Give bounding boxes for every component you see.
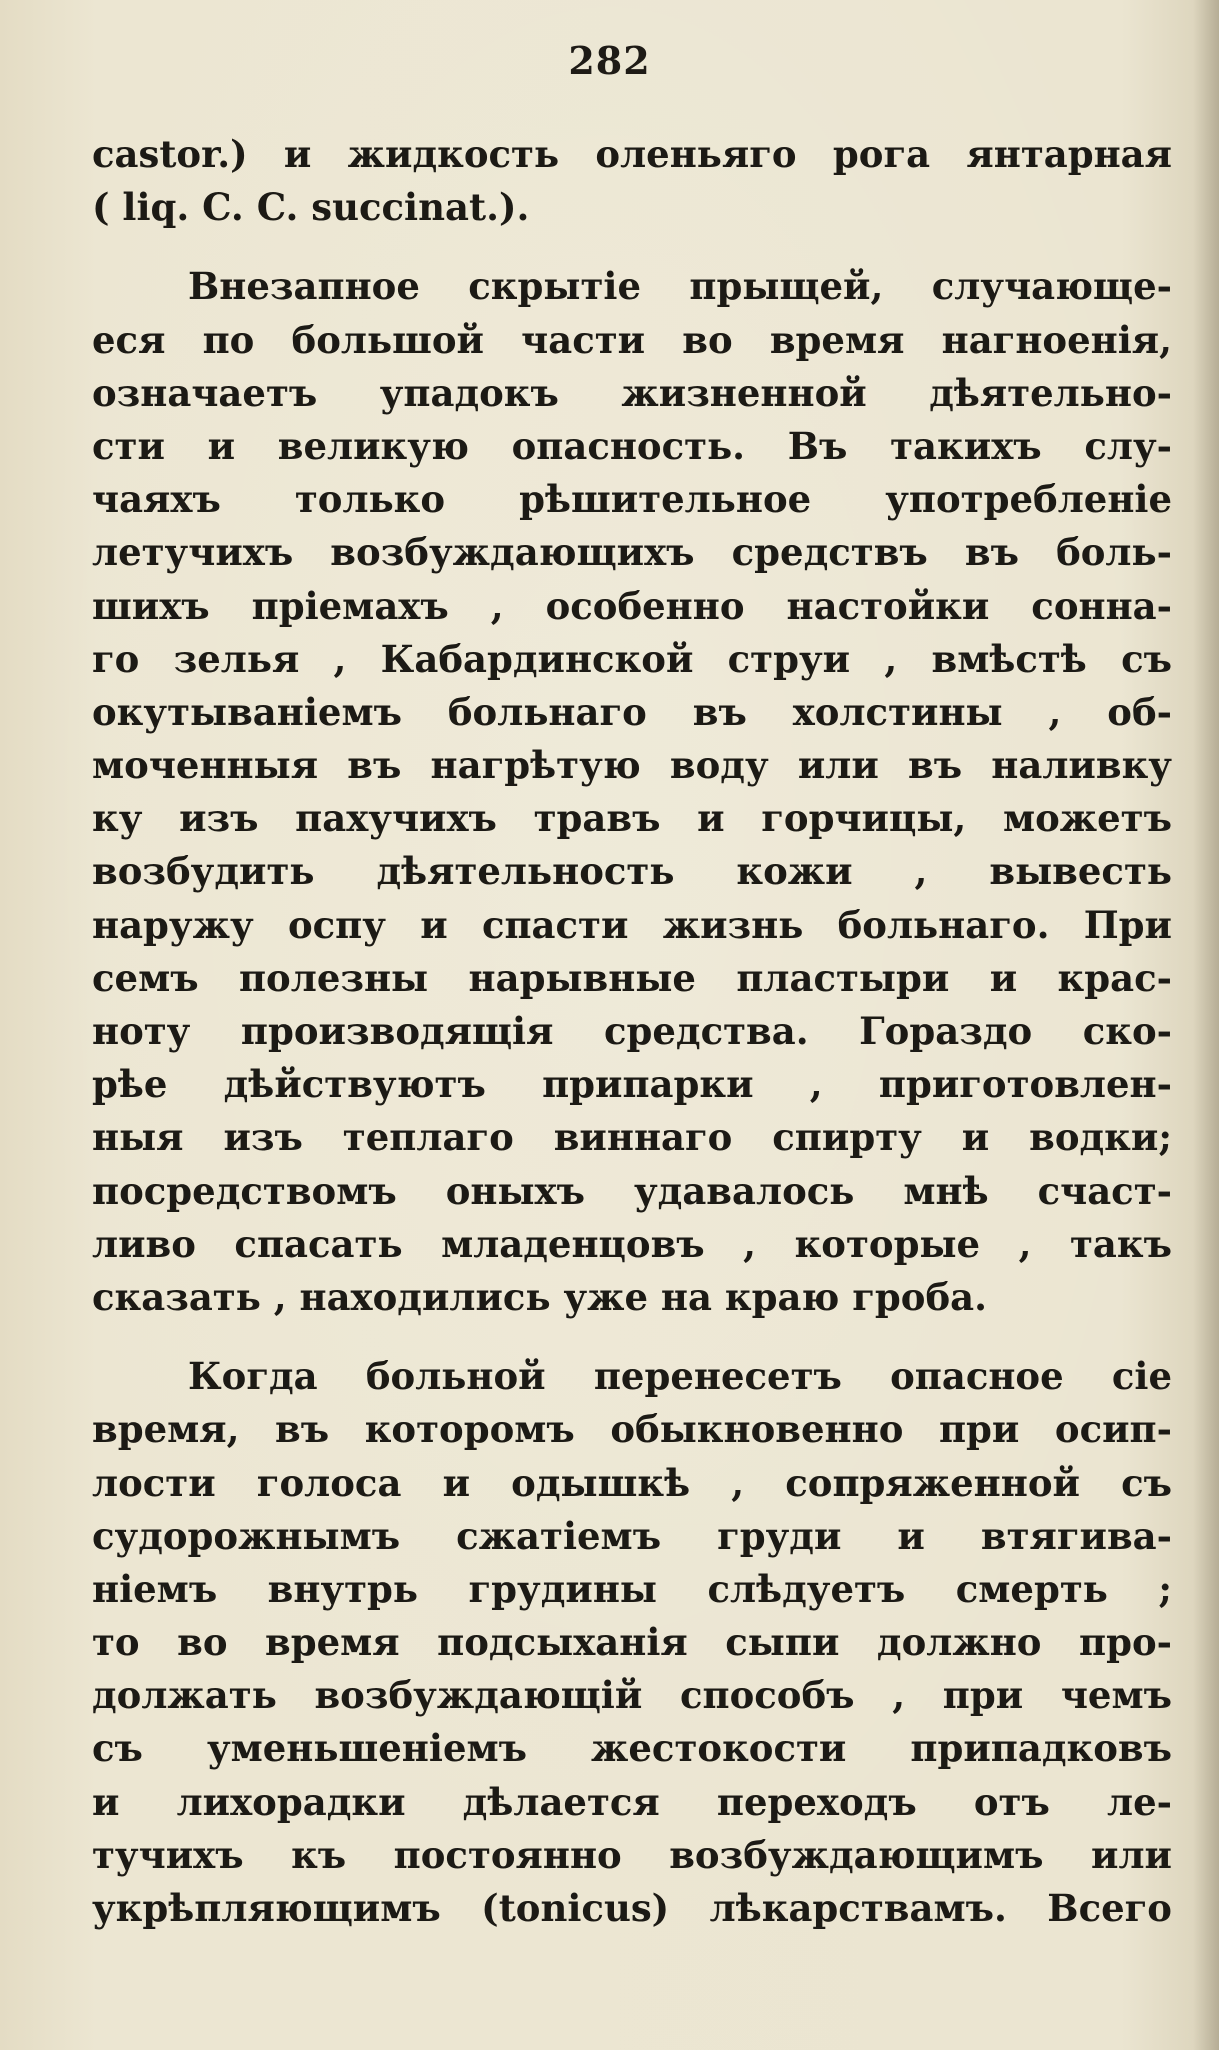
text-line: возбудить дѣятельность кожи , вывесть bbox=[92, 849, 1172, 894]
text-line: го зелья , Кабардинской струи , вмѣстѣ съ bbox=[92, 636, 1172, 681]
text-line: шихъ пріемахъ , особенно настойки сонна- bbox=[92, 583, 1172, 628]
text-line: съ уменьшеніемъ жестокости припадковъ bbox=[92, 1726, 1172, 1771]
text-line: окутываніемъ больнаго въ холстины , об- bbox=[92, 689, 1172, 734]
text-line: наружу оспу и спасти жизнь больнаго. При bbox=[92, 902, 1172, 947]
paragraph-2 bbox=[92, 260, 1172, 1324]
text-line: и лихорадки дѣлается переходъ отъ ле- bbox=[92, 1779, 1172, 1824]
text-line: моченныя въ нагрѣтую воду или въ наливку bbox=[92, 743, 1172, 788]
text-line: Внезапное скрытіе прыщей, случающе- bbox=[188, 264, 1172, 309]
text-line: ку изъ пахучихъ травъ и горчицы, можетъ bbox=[92, 796, 1172, 841]
text-line: ( liq. C. C. succinat.). bbox=[92, 185, 530, 230]
page-edge-shadow bbox=[1193, 0, 1219, 2050]
page-text bbox=[92, 128, 1172, 1935]
text-line: сказать , находились уже на краю гроба. bbox=[92, 1274, 987, 1319]
page-number: 282 bbox=[568, 38, 651, 83]
text-line: чаяхъ только рѣшительное употребленіе bbox=[92, 477, 1172, 522]
text-line: лости голоса и одышкѣ , сопряженной съ bbox=[92, 1460, 1172, 1505]
text-line: летучихъ возбуждающихъ средствъ въ боль- bbox=[92, 530, 1172, 575]
text-line: еся по большой части во время нагноенія, bbox=[92, 317, 1172, 362]
text-line: Когда больной перенесетъ опасное сіе bbox=[188, 1354, 1172, 1399]
paragraph-3 bbox=[92, 1350, 1172, 1935]
text-line: укрѣпляющимъ (tonicus) лѣкарствамъ. Всего bbox=[92, 1886, 1172, 1930]
text-line: тучихъ къ постоянно возбуждающимъ или bbox=[92, 1832, 1172, 1877]
text-line: должать возбуждающій способъ , при чемъ bbox=[92, 1673, 1172, 1718]
text-line: ніемъ внутрь грудины слѣдуетъ смерть ; bbox=[92, 1566, 1172, 1611]
text-line: ныя изъ теплаго виннаго спирту и водки; bbox=[92, 1115, 1172, 1160]
text-line: сти и великую опасность. Въ такихъ слу- bbox=[92, 423, 1172, 468]
text-line: время, въ которомъ обыкновенно при осип- bbox=[92, 1407, 1172, 1452]
text-line: castor.) и жидкость оленьяго рога янтарная bbox=[92, 132, 1172, 176]
text-line: ноту производящія средства. Гораздо ско- bbox=[92, 1009, 1172, 1053]
text-line: семъ полезны нарывные пластыри и крас- bbox=[92, 955, 1172, 1000]
paragraph-1 bbox=[92, 128, 1172, 234]
text-line: то во время подсыханія сыпи должно про- bbox=[92, 1620, 1172, 1665]
text-line: ливо спасать младенцовъ , которые , такъ bbox=[92, 1221, 1172, 1266]
text-line: рѣе дѣйствуютъ припарки , приготовлен- bbox=[92, 1062, 1172, 1107]
text-line: посредствомъ оныхъ удавалось мнѣ счаст- bbox=[92, 1168, 1172, 1213]
text-line: судорожнымъ сжатіемъ груди и втягива- bbox=[92, 1513, 1172, 1558]
text-line: означаетъ упадокъ жизненной дѣятельно- bbox=[92, 370, 1172, 415]
